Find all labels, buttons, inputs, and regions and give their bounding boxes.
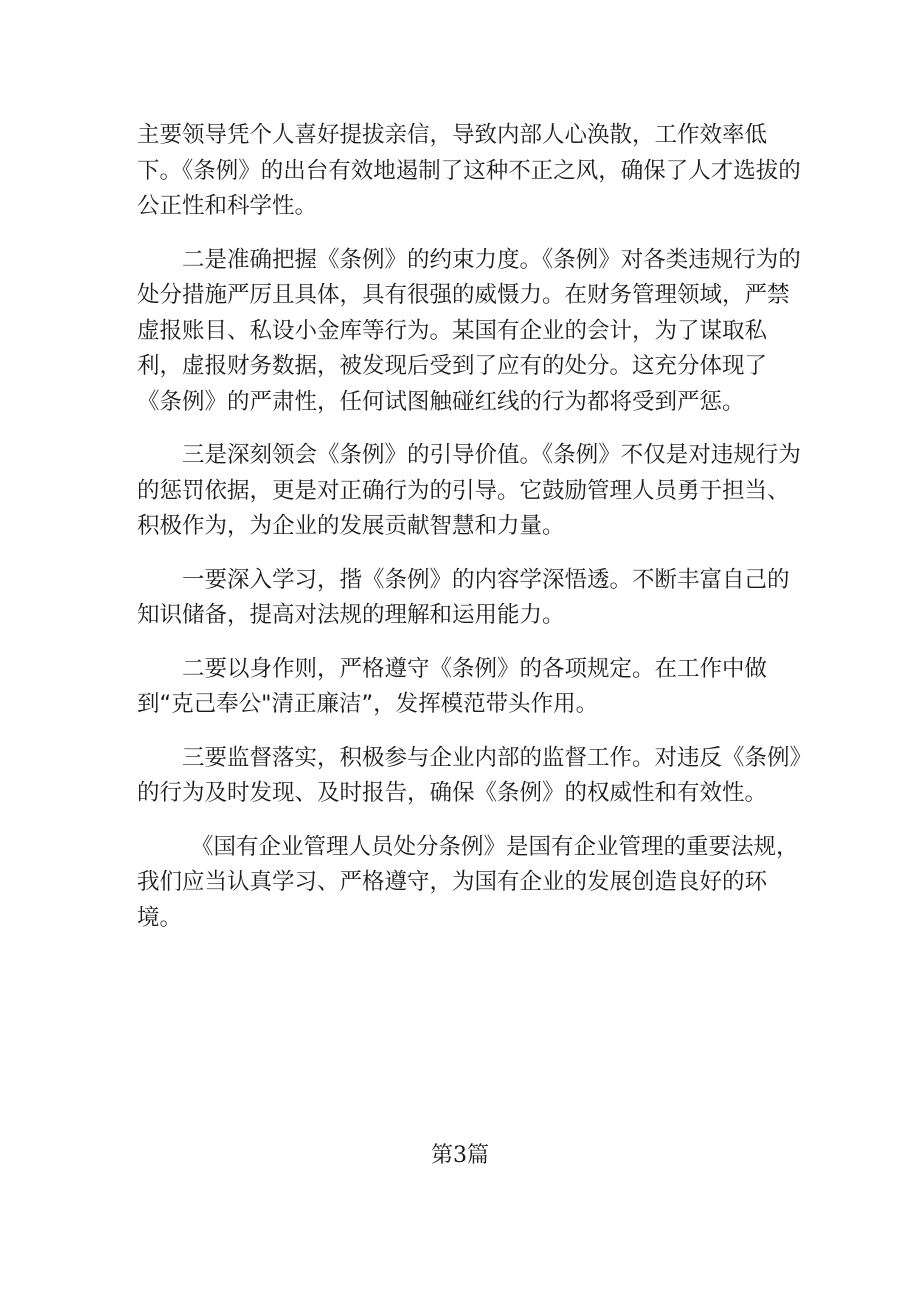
paragraph-conclusion: 《国有企业管理人员处分条例》是国有企业管理的重要法规，我们应当认真学习、严格遵守，为国有企业的发展创造良好的环境。 <box>137 833 799 931</box>
paragraph-example: 二要以身作则，严格遵守《条例》的各项规定。在工作中做到“克己奉公"清正廉洁”，发挥模范带头作用。 <box>137 655 768 717</box>
paragraph-supervision: 三要监督落实，积极参与企业内部的监督工作。对违反《条例》的行为及时发现、及时报告，确保《条例》的权威性和有效性。 <box>137 744 801 806</box>
paragraph-continuation: 主要领导凭个人喜好提拔亲信，导致内部人心涣散，工作效率低下。《条例》的出台有效地遏制了这种不正之风，确保了人才选拔的公正性和科学性。 <box>137 122 801 219</box>
paragraph-study: 一要深入学习，揩《条例》的内容学深悟透。不断丰富自己的知识储备，提高对法规的理解和运用能力。 <box>137 566 790 628</box>
section-heading: 第3篇 <box>431 1143 489 1168</box>
paragraph-constraint: 二是准确把握《条例》的约束力度。《条例》对各类违规行为的处分措施严厉且具体，具有很强的威慑力。在财务管理领域，严禁虚报账目、私设小金库等行为。某国有企业的会计，为了谋取私利，虚报财务数据，被发现后受到了应有的处分。这充分体现了《条例》的严肃性，任何试图触碰红线的行为都将受到严惩。 <box>137 246 801 415</box>
document-body <box>137 118 809 954</box>
paragraph-guidance: 三是深刻领会《条例》的引导价值。《条例》不仅是对违规行为的惩罚依据，更是对正确行为的引导。它鼓励管理人员勇于担当、积极作为，为企业的发展贡献智慧和力量。 <box>137 442 801 539</box>
